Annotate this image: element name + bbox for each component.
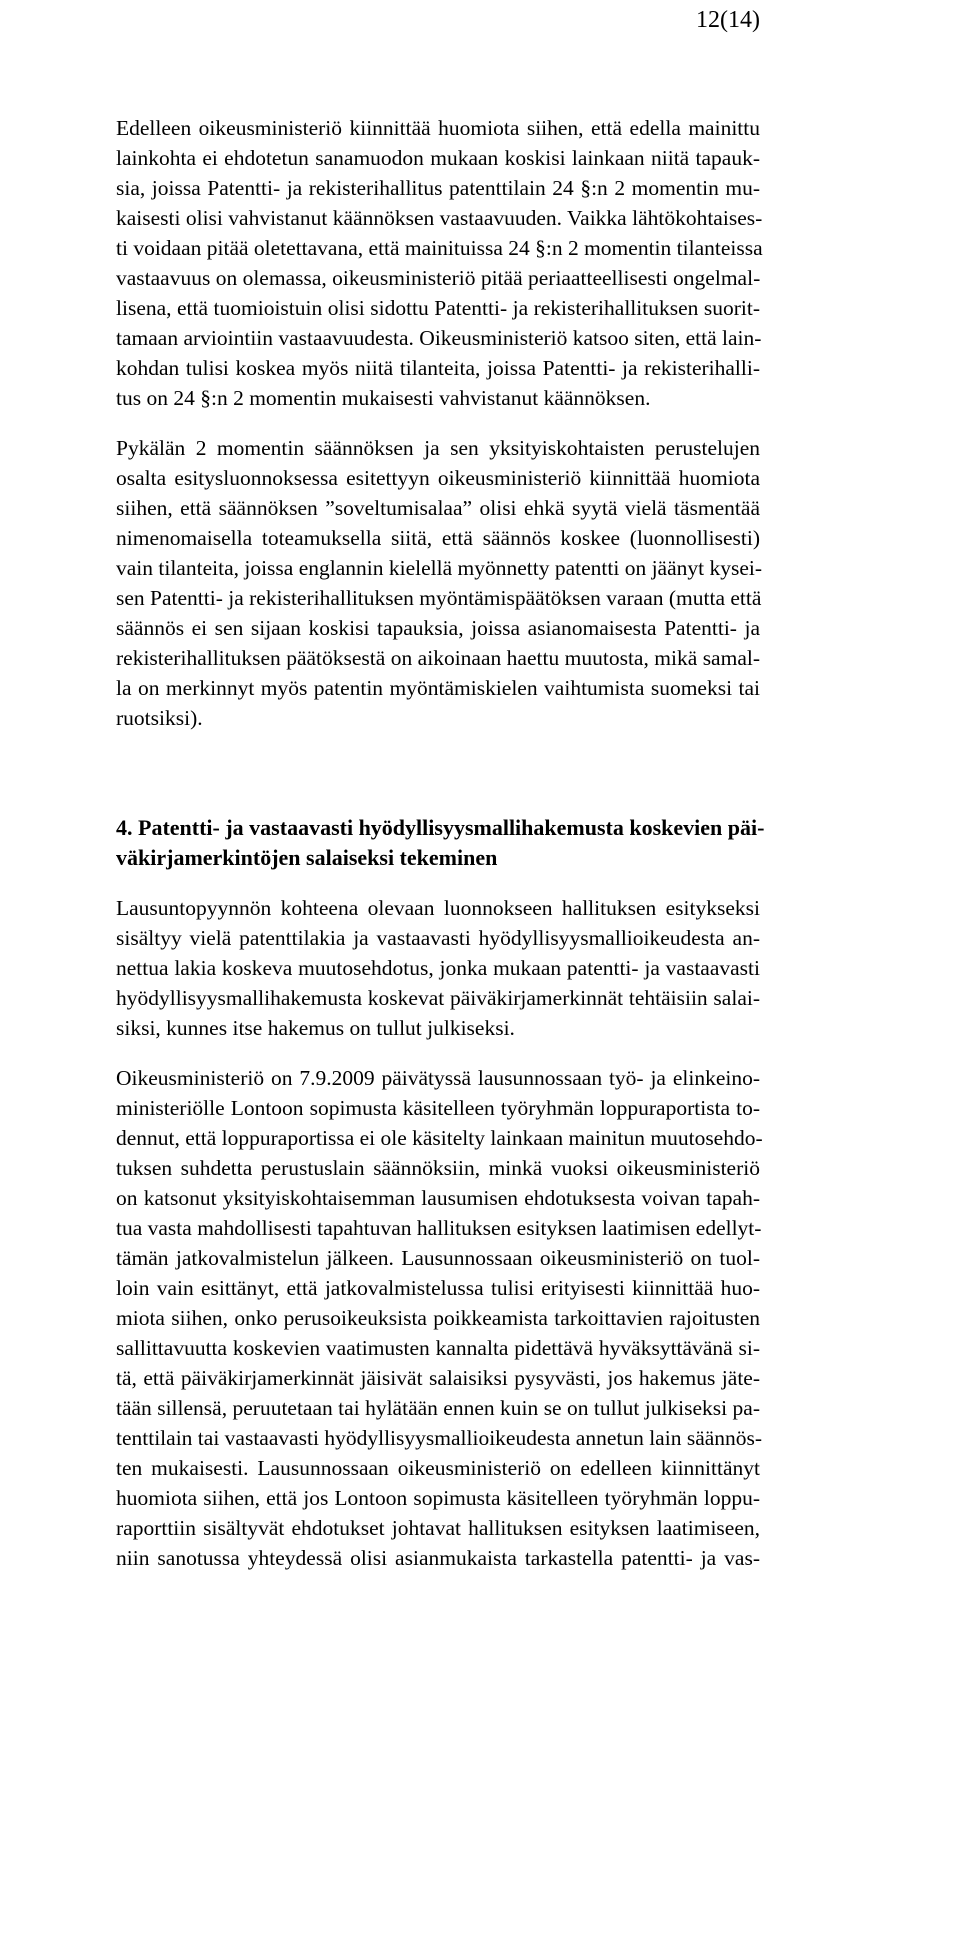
text-line: Pykälän 2 momentin säännöksen ja sen yksityiskohtaisten perustelujen bbox=[116, 436, 760, 460]
text-line: on katsonut yksityiskohtaisemman lausumisen ehdotuksesta voivan tapah- bbox=[116, 1186, 760, 1210]
text-line: tenttilain tai vastaavasti hyödyllisyysmallioikeudesta annetun lain säännös- bbox=[116, 1426, 763, 1450]
text-line: raporttiin sisältyvät ehdotukset johtavat hallituksen esityksen laatimiseen, bbox=[116, 1516, 760, 1540]
text-line: sallittavuutta koskevien vaatimusten kannalta pidettävä hyväksyttävänä si- bbox=[116, 1336, 760, 1360]
text-line: vastaavuus on olemassa, oikeusministeriö pitää periaatteellisesti ongelmal- bbox=[116, 266, 761, 290]
text-line: miota siihen, onko perusoikeuksista poikkeamista tarkoittavien rajoitusten bbox=[116, 1306, 760, 1330]
text-line: kaisesti olisi vahvistanut käännöksen vastaavuuden. Vaikka lähtökohtaises- bbox=[116, 206, 763, 230]
text-line: tä, että päiväkirjamerkinnät jäisivät salaisiksi pysyvästi, jos hakemus jäte- bbox=[116, 1366, 760, 1390]
text-line: Edelleen oikeusministeriö kiinnittää huomiota siihen, että edella mainittu bbox=[116, 116, 760, 140]
text-line: rekisterihallituksen päätöksestä on aikoinaan haettu muutosta, mikä samal- bbox=[116, 646, 760, 670]
text-line: tus on 24 §:n 2 momentin mukaisesti vahvistanut käännöksen. bbox=[116, 386, 651, 410]
text-line: la on merkinnyt myös patentin myöntämiskielen vaihtumista suomeksi tai bbox=[116, 676, 760, 700]
text-line: sisältyy vielä patenttilakia ja vastaavasti hyödyllisyysmallioikeudesta an- bbox=[116, 926, 760, 950]
text-line: ti voidaan pitää oletettavana, että mainituissa 24 §:n 2 momentin tilanteissa bbox=[116, 236, 763, 260]
text-line: sen Patentti- ja rekisterihallituksen myöntämispäätöksen varaan (mutta että bbox=[116, 586, 762, 610]
text-line: tään sillensä, peruutetaan tai hylätään ennen kuin se on tullut julkiseksi pa- bbox=[116, 1396, 760, 1420]
text-line: sia, joissa Patentti- ja rekisterihallitus patenttilain 24 §:n 2 momentin mu- bbox=[116, 176, 760, 200]
text-line: nimenomaisella toteamuksella siitä, että säännös koskee (luonnollisesti) bbox=[116, 526, 760, 550]
text-line: ministeriölle Lontoon sopimusta käsitelleen työryhmän loppuraportista to- bbox=[116, 1096, 760, 1120]
text-line: ruotsiksi). bbox=[116, 706, 203, 730]
text-line: lainkohta ei ehdotetun sanamuodon mukaan koskisi lainkaan niitä tapauk- bbox=[116, 146, 760, 170]
text-line: osalta esitysluonnoksessa esitettyyn oikeusministeriö kiinnittää huomiota bbox=[116, 466, 760, 490]
text-line: dennut, että loppuraportissa ei ole käsitelty lainkaan mainitun muutosehdo- bbox=[116, 1126, 763, 1150]
text-line: huomiota siihen, että jos Lontoon sopimusta käsitelleen työryhmän loppu- bbox=[116, 1486, 760, 1510]
text-line: kohdan tulisi koskea myös niitä tilanteita, joissa Patentti- ja rekisterihalli- bbox=[116, 356, 760, 380]
text-line: Oikeusministeriö on 7.9.2009 päivätyssä lausunnossaan työ- ja elinkeino- bbox=[116, 1066, 760, 1090]
text-line: tua vasta mahdollisesti tapahtuvan hallituksen esityksen laatimisen edellyt- bbox=[116, 1216, 762, 1240]
text-line: lisena, että tuomioistuin olisi sidottu Patentti- ja rekisterihallituksen suorit- bbox=[116, 296, 760, 320]
text-line: tämän jatkovalmistelun jälkeen. Lausunnossaan oikeusministeriö on tuol- bbox=[116, 1246, 760, 1270]
text-line: nettua lakia koskeva muutosehdotus, jonka mukaan patentti- ja vastaavasti bbox=[116, 956, 760, 980]
text-line: Lausuntopyynnön kohteena olevaan luonnokseen hallituksen esitykseksi bbox=[116, 896, 760, 920]
text-line: hyödyllisyysmallihakemusta koskevat päiväkirjamerkinnät tehtäisiin salai- bbox=[116, 986, 760, 1010]
text-line: tuksen suhdetta perustuslain säännöksiin, minkä vuoksi oikeusministeriö bbox=[116, 1156, 760, 1180]
heading-line: väkirjamerkintöjen salaiseksi tekeminen bbox=[116, 845, 498, 870]
text-line: siihen, että säännöksen ”soveltumisalaa” olisi ehkä syytä vielä täsmentää bbox=[116, 496, 760, 520]
text-line: säännös ei sen sijaan koskisi tapauksia, joissa asianomaisesta Patentti- ja bbox=[116, 616, 760, 640]
page-number: 12(14) bbox=[696, 7, 760, 33]
text-line: siksi, kunnes itse hakemus on tullut julkiseksi. bbox=[116, 1016, 515, 1040]
text-line: loin vain esittänyt, että jatkovalmistelussa tulisi erityisesti kiinnittää huo- bbox=[116, 1276, 760, 1300]
text-line: ten mukaisesti. Lausunnossaan oikeusministeriö on edelleen kiinnittänyt bbox=[116, 1456, 760, 1480]
text-line: niin sanotussa yhteydessä olisi asianmukaista tarkastella patentti- ja vas- bbox=[116, 1546, 760, 1570]
text-line: vain tilanteita, joissa englannin kielellä myönnetty patentti on jäänyt kysei- bbox=[116, 556, 763, 580]
text-line: tamaan arviointiin vastaavuudesta. Oikeusministeriö katsoo siten, että lain- bbox=[116, 326, 762, 350]
heading-line: 4. Patentti- ja vastaavasti hyödyllisyysmallihakemusta koskevien päi- bbox=[116, 815, 765, 840]
